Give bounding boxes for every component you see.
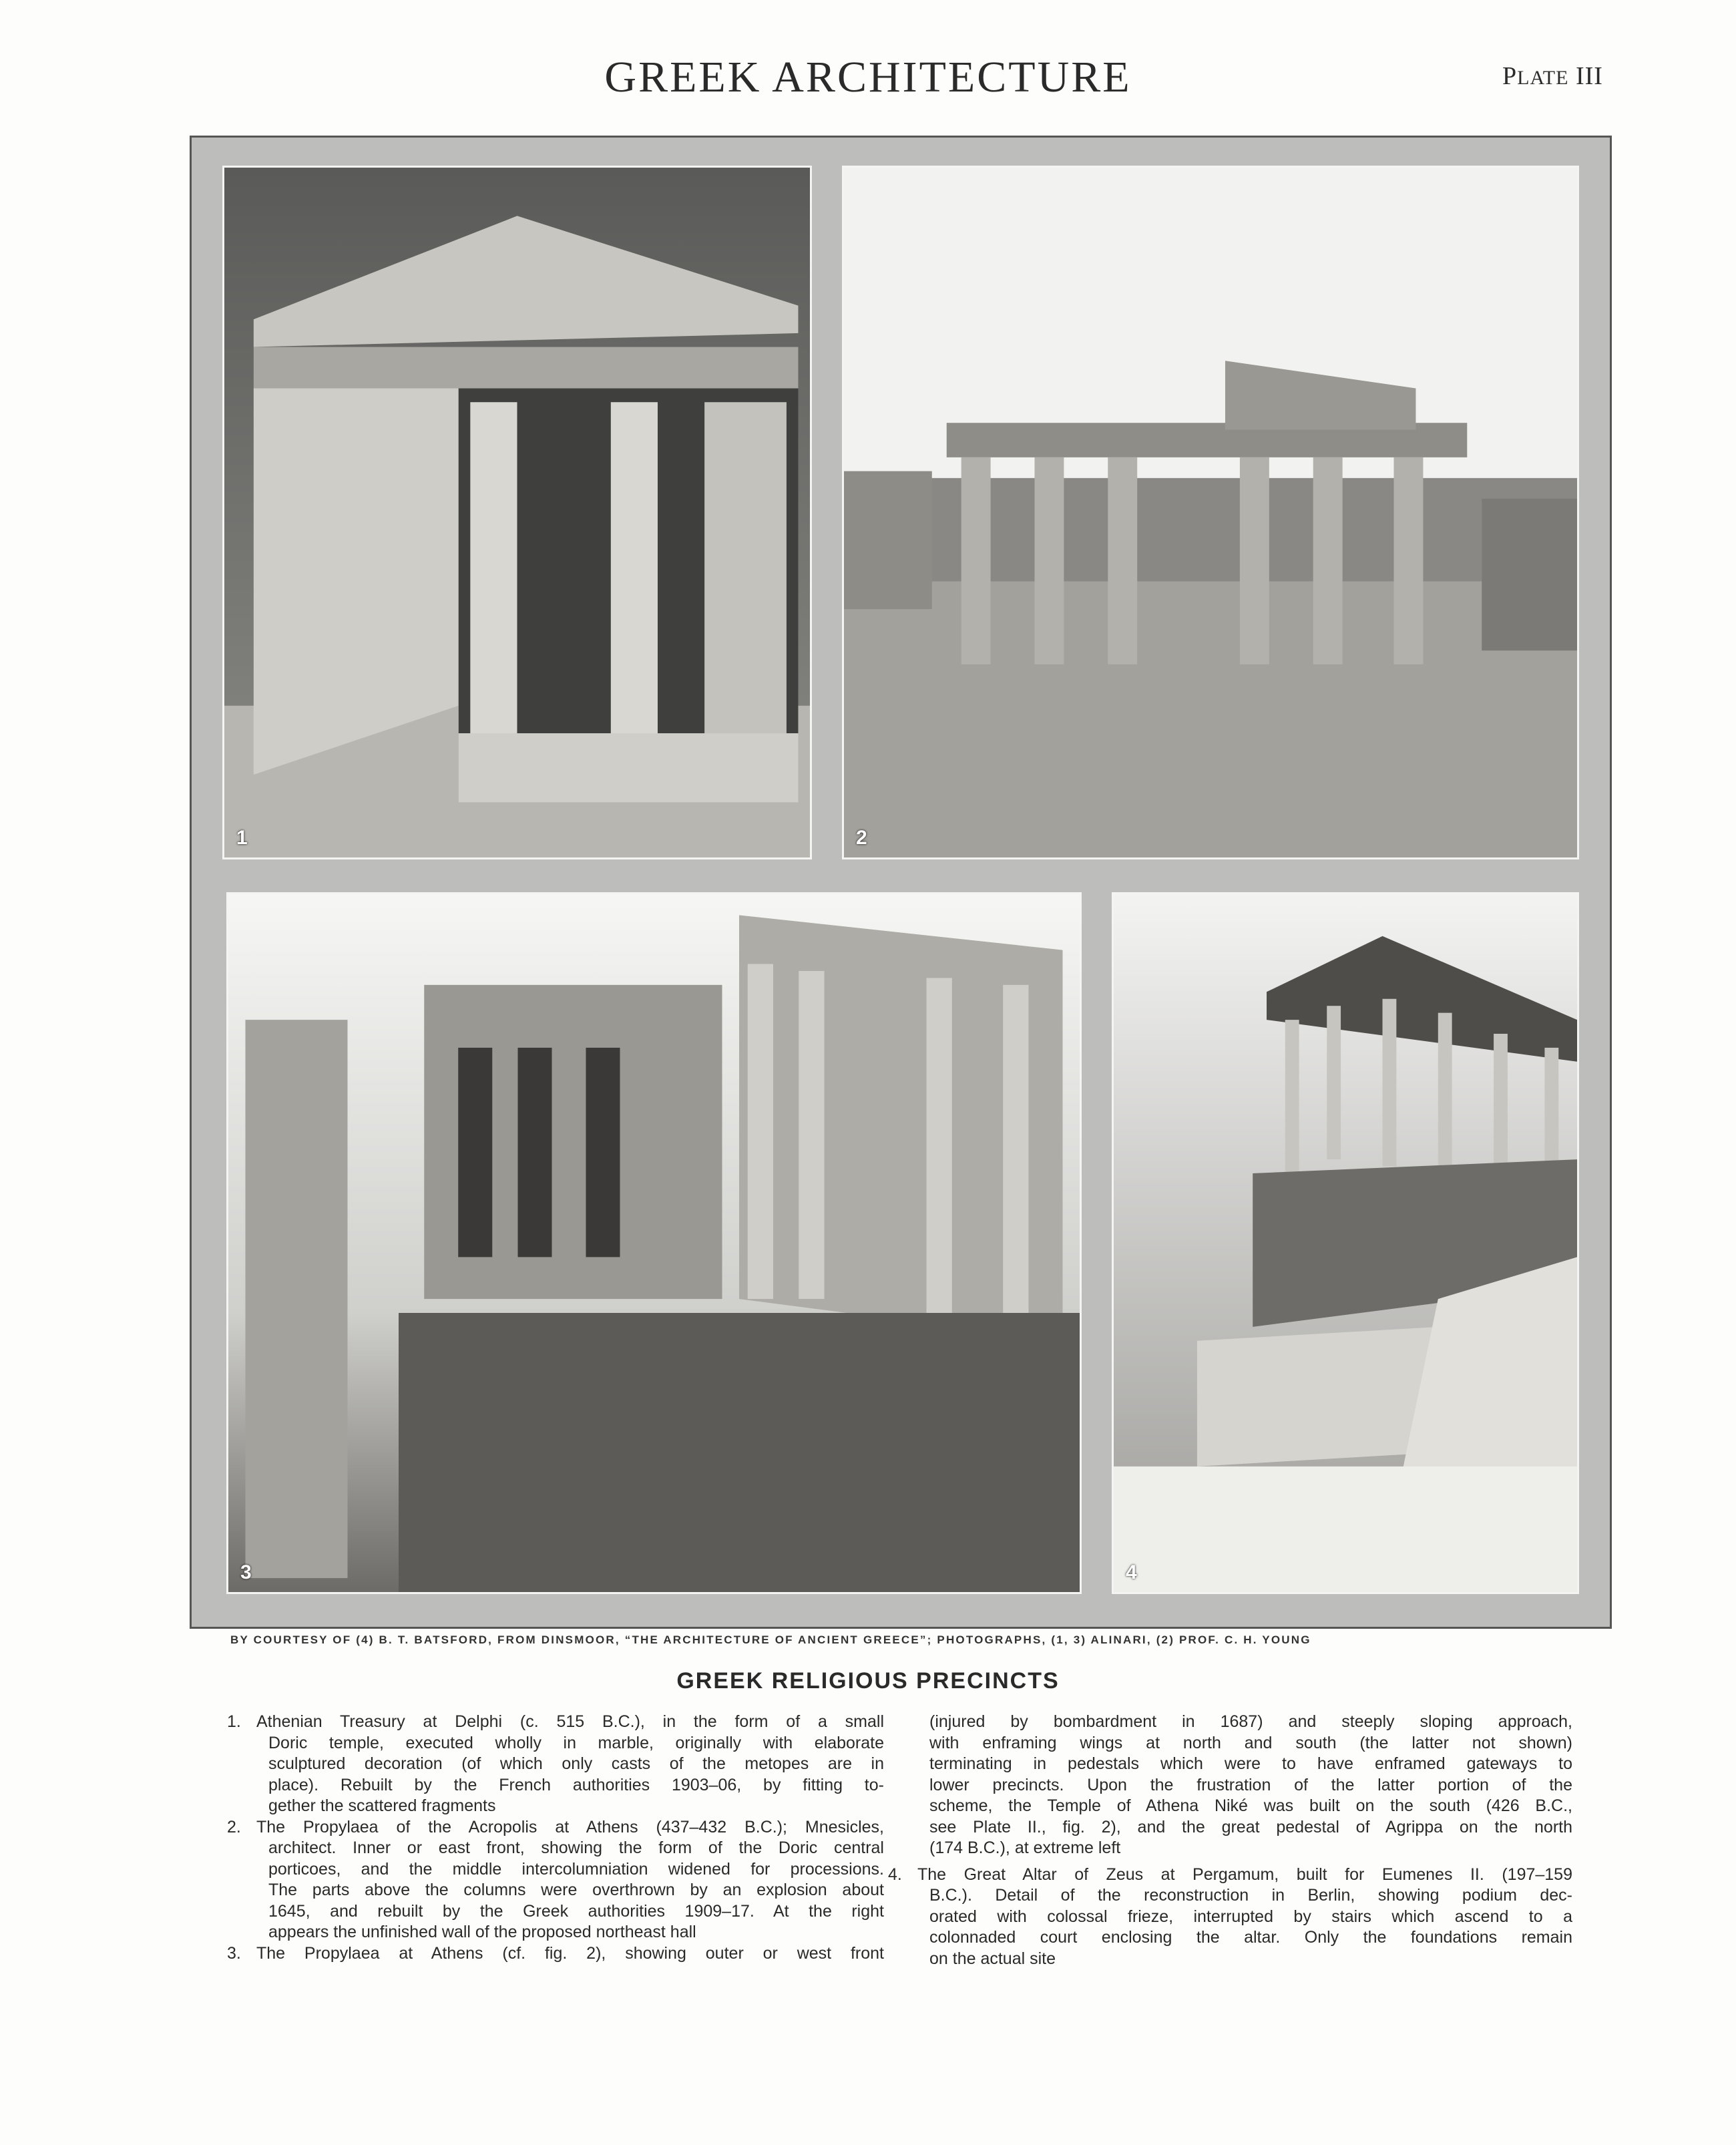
plate-numeral: III: [1575, 62, 1603, 90]
caption-line: orated with colossal frieze, interrupted by stairs which ascend to a: [929, 1907, 1572, 1926]
plate-label-initial: P: [1502, 62, 1518, 90]
photo-number: 4: [1126, 1561, 1137, 1583]
caption-line: place). Rebuilt by the French authorities 1903–06, by fitting to-: [268, 1775, 884, 1794]
caption-line: porticoes, and the middle intercolumniation widened for processions.: [268, 1859, 884, 1879]
photo-propylaea-west: [226, 892, 1082, 1594]
page-title: GREEK ARCHITECTURE: [604, 53, 1132, 102]
caption-line: The Propylaea at Athens (cf. fig. 2), showing outer or west front: [256, 1943, 884, 1963]
caption-number: 4.: [888, 1865, 902, 1884]
photo-number: 1: [236, 827, 248, 849]
plate-label-rest: LATE: [1517, 67, 1569, 89]
caption-line: architect. Inner or east front, showing the form of the Doric central: [268, 1838, 884, 1857]
caption-line: (injured by bombardment in 1687) and steeply sloping approach,: [929, 1712, 1572, 1731]
caption-line: on the actual site: [929, 1949, 1056, 1968]
caption-item-1: [227, 1712, 884, 1817]
caption-first-row: [227, 1943, 884, 1965]
caption-line: 1645, and rebuilt by the Greek authorities 1909–17. At the right: [268, 1901, 884, 1921]
caption-line: The Great Altar of Zeus at Pergamum, built for Eumenes II. (197–159: [917, 1865, 1572, 1884]
caption-first-row: [227, 1817, 884, 1838]
caption-line: terminating in pedestals which were to have enframed gateways to: [929, 1754, 1572, 1773]
caption-item-3: [227, 1943, 884, 1965]
caption-line: Athenian Treasury at Delphi (c. 515 B.C.), in the form of a small: [256, 1712, 884, 1731]
photo-credit: BY COURTESY OF (4) B. T. BATSFORD, FROM DINSMOOR, “THE ARCHITECTURE OF ANCIENT GREECE”; PHOTOGRAPHS, (1, 3) ALINARI, (2) PROF. C. H. YOUNG: [230, 1633, 1311, 1646]
plate-number: [1502, 61, 1603, 91]
photo-athenian-treasury: [222, 166, 812, 859]
caption-line: Doric temple, executed wholly in marble, originally with elaborate: [268, 1733, 884, 1752]
caption-line: lower precincts. Upon the frustration of the latter portion of the: [929, 1775, 1572, 1794]
caption-number: 1.: [227, 1712, 241, 1731]
caption-line: see Plate II., fig. 2), and the great pedestal of Agrippa on the north: [929, 1817, 1572, 1836]
photo-altar-of-zeus: [1112, 892, 1579, 1594]
caption-line: (174 B.C.), at extreme left: [929, 1838, 1121, 1857]
photo-number: 3: [240, 1561, 252, 1583]
caption-line: gether the scattered fragments: [268, 1796, 496, 1815]
caption-item-2: [227, 1817, 884, 1943]
caption-line: The parts above the columns were overthrown by an explosion about: [268, 1881, 884, 1899]
caption-line: appears the unfinished wall of the proposed northeast hall: [268, 1923, 696, 1941]
caption-number: 3.: [227, 1943, 241, 1963]
photo-number: 2: [856, 827, 867, 849]
caption-line: sculptured decoration (of which only casts of the metopes are in: [268, 1754, 884, 1773]
caption-first-row: [888, 1865, 1572, 1886]
caption-first-row: [227, 1712, 884, 1733]
caption-line: The Propylaea of the Acropolis at Athens (437–432 B.C.); Mnesicles,: [256, 1817, 884, 1836]
caption-number: 2.: [227, 1817, 241, 1836]
caption-item-4: [888, 1865, 1572, 1970]
caption-line: B.C.). Detail of the reconstruction in Berlin, showing podium dec-: [929, 1886, 1572, 1905]
caption-line: scheme, the Temple of Athena Niké was built on the south (426 B.C.,: [929, 1796, 1572, 1815]
photo-propylaea-inner: [842, 166, 1579, 859]
caption-line: with enframing wings at north and south (the latter not shown): [929, 1733, 1572, 1752]
section-heading: GREEK RELIGIOUS PRECINCTS: [676, 1668, 1060, 1694]
caption-line: colonnaded court enclosing the altar. Only the foundations remain: [929, 1928, 1572, 1947]
caption-column-right: [888, 1712, 1572, 1969]
caption-column-left: [227, 1712, 884, 1964]
caption-item-3-continued: [888, 1712, 1572, 1859]
